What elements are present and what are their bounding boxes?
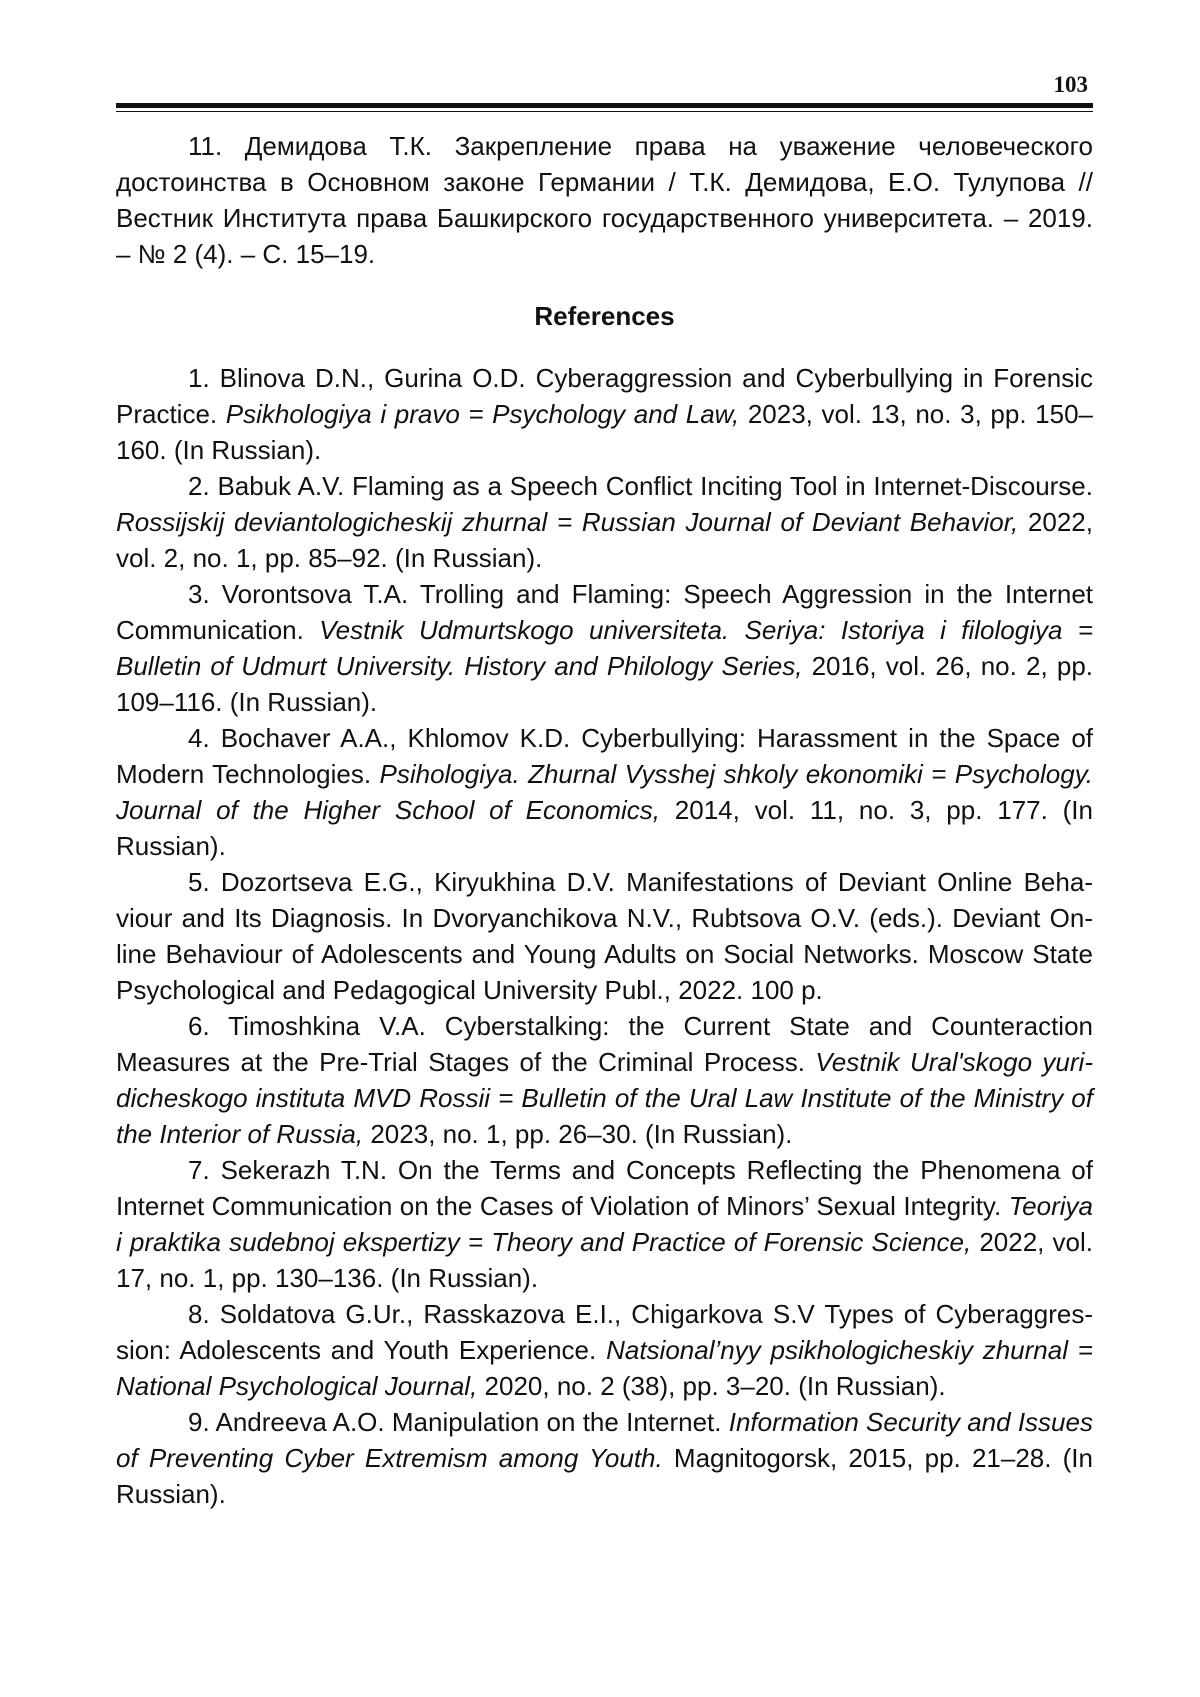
reference-item-8: 8. Soldatova G.Ur., Rasskazova E.I., Chigarkova S.V Types of Cyberaggression: Adolescents and Youth Experience. Natsional’nyy psikhologicheskiy zhurnal = National Psychological Journal, 2020, no. 2 (38), pp. 3–20. (In Russian). bbox=[116, 1299, 1093, 1401]
page-number: 103 bbox=[1053, 72, 1088, 97]
reference-item-6: 6. Timoshkina V.A. Cyberstalking: the Current State and Counteraction Measures at the Pre-Trial Stages of the Criminal Process. Vestnik Ural'skogo yuridicheskogo instituta MVD Rossii = Bulletin of the Ural Law Institute of the Ministry of the Interior of Russia, 2023, no. 1, pp. 26–30. (In Russian). bbox=[116, 1011, 1093, 1149]
header-rule-thick bbox=[116, 103, 1093, 108]
reference-ru-11: 11. Демидова Т.К. Закрепление права на уважение человеческого достоинства в Основном законе Германии / Т.К. Демидова, Е.О. Тулупова // Вестник Института права Башкирского государственного университета. – 2019. – № 2 (4). – С. 15–19. bbox=[116, 131, 1093, 269]
reference-item-2: 2. Babuk A.V. Flaming as a Speech Conflict Inciting Tool in Internet-Discourse. Rossijskij deviantologicheskij zhurnal = Russian Journal of Deviant Behavior, 2022, vol. 2, no. 1, pp. 85–92. (In Russian). bbox=[116, 471, 1093, 573]
reference-item-9: 9. Andreeva A.O. Manipulation on the Internet. Information Security and Issues of Preventing Cyber Extremism among Youth. Magnitogorsk, 2015, pp. 21–28. (In Russian). bbox=[116, 1407, 1093, 1509]
reference-item-7: 7. Sekerazh T.N. On the Terms and Concepts Reflecting the Phenomena of Internet Communication on the Cases of Violation of Minors’ Sexual Integrity. Teoriya i praktika sudebnoj ekspertizy = Theory and Practice of Forensic Science, 2022, vol. 17, no. 1, pp. 130–136. (In Russian). bbox=[116, 1155, 1093, 1293]
header-rule-thin bbox=[116, 111, 1093, 112]
references-heading: References bbox=[534, 301, 675, 331]
page-content bbox=[116, 128, 1093, 1512]
reference-item-4: 4. Bochaver A.A., Khlomov K.D. Cyberbullying: Harassment in the Space of Modern Technologies. Psihologiya. Zhurnal Vysshej shkoly ekonomiki = Psychology. Journal of the Higher School of Economics, 2014, vol. 11, no. 3, pp. 177. (In Russian). bbox=[116, 723, 1093, 861]
reference-item-3: 3. Vorontsova T.A. Trolling and Flaming: Speech Aggression in the Internet Communication. Vestnik Udmurtskogo universiteta. Seriya: Istoriya i filologiya = Bulletin of Udmurt University. History and Philology Series, 2016, vol. 26, no. 2, pp. 109–116. (In Russian). bbox=[116, 579, 1094, 717]
references-list bbox=[116, 360, 1093, 1512]
reference-item-1: 1. Blinova D.N., Gurina O.D. Cyberaggression and Cyberbullying in Forensic Practice. Psikhologiya i pravo = Psychology and Law, 2023, vol. 13, no. 3, pp. 150–160. (In Russian). bbox=[116, 363, 1093, 465]
reference-item-5: 5. Dozortseva E.G., Kiryukhina D.V. Manifestations of Deviant Online Behaviour and Its Diagnosis. In Dvoryanchikova N.V., Rubtsova O.V. (eds.). Deviant Online Behaviour of Adolescents and Young Adults on Social Networks. Moscow State Psychological and Pedagogical University Publ., 2022. 100 p. bbox=[116, 867, 1093, 1005]
